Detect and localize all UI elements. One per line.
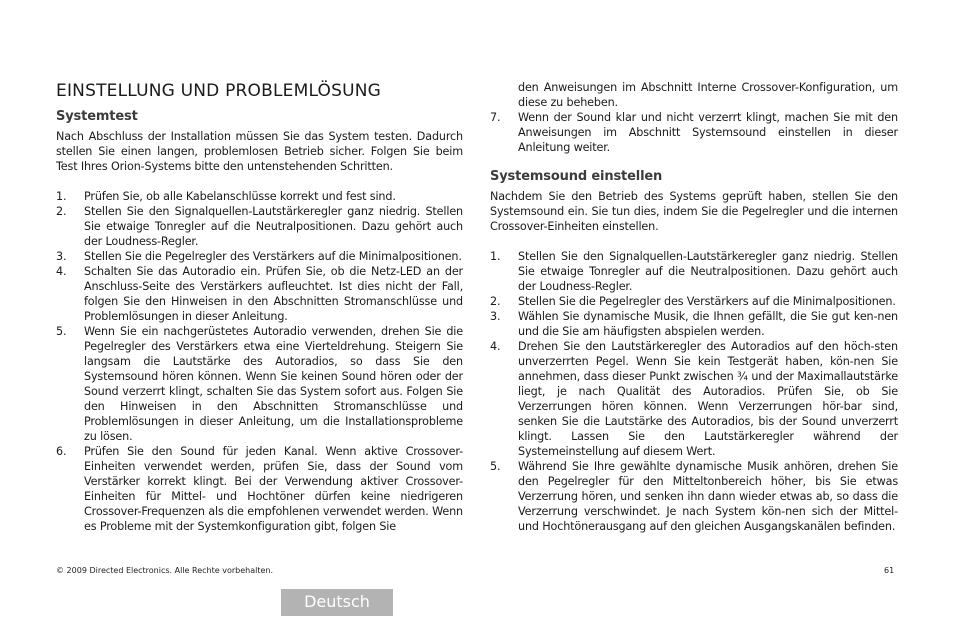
systemtest-intro: Nach Abschluss der Installation müssen Sie das System testen. Dadurch stellen Sie einen langen, problemlosen Betrieb sicher. Folgen Sie beim Test Ihres Orion-Systems bitte den untenstehenden Schritten. (56, 130, 463, 173)
step-number: 6. (56, 445, 67, 458)
step-text: Stellen Sie den Signalquellen-Lautstärkeregler ganz niedrig. Stellen Sie etwaige Tonregler auf die Neutralpositionen. Dazu gehört auch der Loudness-Regler. (84, 205, 463, 248)
step-text: Wenn der Sound klar und nicht verzerrt klingt, machen Sie mit den Anweisungen im Abschnitt Systemsound einstellen in dieser Anleitung weiter. (518, 111, 898, 154)
step-text: Während Sie Ihre gewählte dynamische Musik anhören, drehen Sie den Pegelregler für den Mitteltonbereich höher, bis Sie etwas Verzerrung hören, und senken ihn dann wieder etwas ab, so dass die Verzerrung verschwindet. Je nach System kön-nen sich der Mittel- und Hochtönerausgang auf den gleichen Ausgangskanälen befinden. (518, 460, 898, 533)
systemtest-steps-continued (490, 110, 898, 155)
list-item (490, 309, 898, 339)
step-text: Drehen Sie den Lautstärkeregler des Autoradios auf den höch-sten unverzerrten Pegel. Wenn Sie kein Testgerät haben, kön-nen Sie annehmen, dass dieser Punkt zwischen ¾ und der Maximallautstärke liegt, je nach Qualität des Autoradios. Prüfen Sie, ob Sie Verzerrungen hören können. Wenn Verzerrungen hör-bar sind, senken Sie die Lautstärke des Autoradios, bis der Sound unverzerrt klingt. Lassen Sie den Lautstärkeregler während der Systemeinstellung auf diesem Wert. (518, 340, 898, 458)
list-item (490, 294, 898, 309)
systemtest-steps (56, 189, 463, 534)
step-number: 5. (56, 325, 67, 338)
step-6-continuation: den Anweisungen im Abschnitt Interne Crossover-Konfiguration, um diese zu beheben. (518, 81, 898, 109)
step-text: Prüfen Sie, ob alle Kabelanschlüsse korrekt und fest sind. (84, 190, 396, 203)
right-column (490, 80, 898, 534)
step-number: 1. (56, 190, 67, 203)
step-text: Stellen Sie die Pegelregler des Verstärkers auf die Minimalpositionen. (518, 295, 896, 308)
page-number: 61 (884, 566, 895, 575)
systemsound-steps (490, 249, 898, 534)
step-text: Wählen Sie dynamische Musik, die Ihnen gefällt, die Sie gut ken-nen und die Sie am häufigsten abspielen werden. (518, 310, 898, 338)
step-text: Stellen Sie die Pegelregler des Verstärkers auf die Minimalpositionen. (84, 250, 462, 263)
section-heading-systemsound: Systemsound einstellen (490, 169, 663, 184)
list-item (56, 204, 463, 249)
step-number: 2. (490, 295, 501, 308)
step-number: 3. (490, 310, 501, 323)
list-item (490, 110, 898, 155)
copyright-notice: © 2009 Directed Electronics. Alle Rechte vorbehalten. (56, 566, 273, 575)
list-item (490, 339, 898, 459)
list-item (56, 324, 463, 444)
step-number: 4. (490, 340, 501, 353)
step-number: 4. (56, 265, 67, 278)
step-text: Schalten Sie das Autoradio ein. Prüfen Sie, ob die Netz-LED an der Anschluss-Seite des Verstärkers aufleuchtet. Ist dies nicht der Fall, folgen Sie den Hinweisen in den Abschnitten Stromanschlüsse und Problemlösungen in dieser Anleitung. (84, 265, 463, 323)
step-text: Wenn Sie ein nachgerüstetes Autoradio verwenden, drehen Sie die Pegelregler des Verstärkers etwa eine Vierteldrehung. Steigern Sie langsam die Lautstärke des Autoradios, so dass Sie den Systemsound hören können. Wenn Sie keinen Sound hören oder der Sound verzerrt klingt, schalten Sie das System sofort aus. Folgen Sie den Hinweisen in den Abschnitten Stromanschlüsse und Problemlösungen in dieser Anleitung, um die Installationsprobleme zu lösen. (84, 325, 463, 443)
list-item (490, 249, 898, 294)
step-number: 7. (490, 111, 501, 124)
systemsound-intro: Nachdem Sie den Betrieb des Systems geprüft haben, stellen Sie den Systemsound ein. Sie tun dies, indem Sie die Pegelregler und die internen Crossover-Einheiten einstellen. (490, 190, 898, 233)
left-column (56, 80, 463, 534)
step-number: 2. (56, 205, 67, 218)
step-text: Prüfen Sie den Sound für jeden Kanal. Wenn aktive Crossover-Einheiten verwendet werden, prüfen Sie, dass der Sound vom Verstärker korrekt klingt. Bei der Verwendung aktiver Crossover-Einheiten für Mittel- und Hochtöner dürfen keine niedrigeren Crossover-Frequenzen als die empfohlenen verwendet werden. Wenn es Probleme mit der Systemkonfiguration gibt, folgen Sie (84, 445, 463, 533)
language-tab: Deutsch (281, 589, 393, 616)
step-number: 3. (56, 250, 67, 263)
step-number: 1. (490, 250, 501, 263)
step-number: 5. (490, 460, 501, 473)
page-title: EINSTELLUNG UND PROBLEMLÖSUNG (56, 81, 382, 101)
section-heading-systemtest: Systemtest (56, 109, 138, 124)
list-item (56, 264, 463, 324)
step-text: Stellen Sie den Signalquellen-Lautstärkeregler ganz niedrig. Stellen Sie etwaige Tonregler auf die Neutralpositionen. Dazu gehört auch der Loudness-Regler. (518, 250, 898, 293)
list-item (490, 459, 898, 534)
list-item (56, 444, 463, 534)
list-item (56, 189, 463, 204)
list-item (56, 249, 463, 264)
